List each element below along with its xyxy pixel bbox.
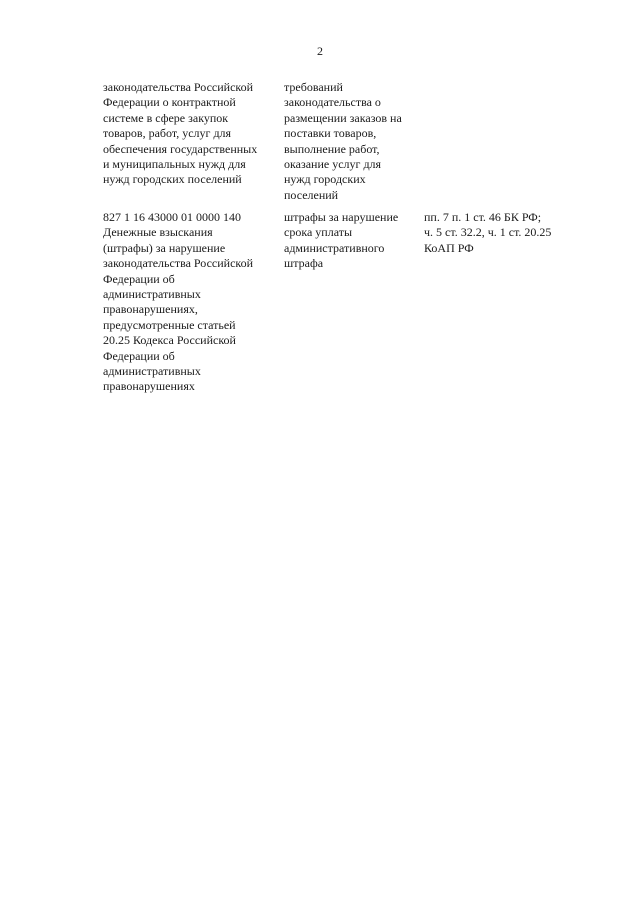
table-cell-description: законодательства Российской Федерации о контрактной системе в сфере закупок товаров, работ, услуг для обеспечения государственных и муниципальных нужд для нужд городских поселений (103, 80, 258, 187)
page-number: 2 (317, 44, 323, 58)
table-cell-type: требований законодательства о размещении заказов на поставки товаров, выполнение работ, оказание услуг для нужд городских поселений (284, 80, 402, 202)
table-cell-type: штрафы за нарушение срока уплаты административного штрафа (284, 210, 399, 271)
table-cell-basis: пп. 7 п. 1 ст. 46 БК РФ; ч. 5 ст. 32.2, ч. 1 ст. 20.25 КоАП РФ (424, 210, 552, 255)
table-cell-description: 827 1 16 43000 01 0000 140 Денежные взыскания (штрафы) за нарушение законодательства Российской Федерации об административных правонарушениях, предусмотренные статьей 20.25 Кодекса Российской Федерации об административных правонарушениях (103, 210, 254, 394)
